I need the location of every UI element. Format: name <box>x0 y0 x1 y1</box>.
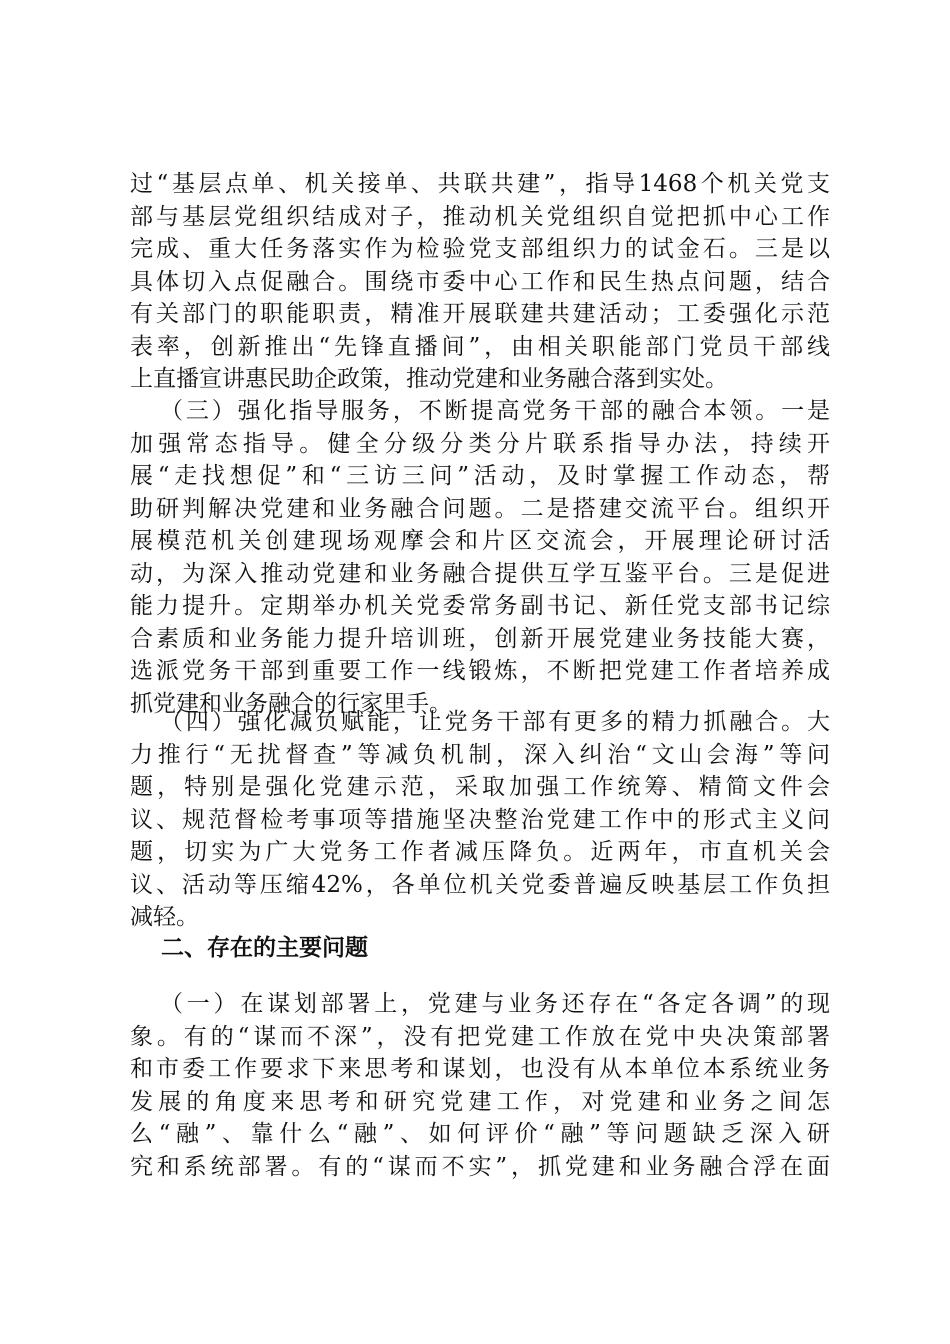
paragraph-2-line: 加强常态指导。健全分级分类分片联系指导办法，持续开 <box>130 430 830 457</box>
paragraph-1-line: 具体切入点促融合。围绕市委中心工作和民生热点问题，结合 <box>130 268 830 295</box>
paragraph-1-line: 有关部门的职能职责，精准开展联建共建活动；工委强化示范 <box>130 301 830 327</box>
paragraph-1-line: 表率，创新推出“先锋直播间”，由相关职能部门党员干部线 <box>130 333 830 360</box>
paragraph-1-line: 上直播宣讲惠民助企政策，推动党建和业务融合落到实处。 <box>130 366 728 392</box>
paragraph-1-line: 过“基层点单、机关接单、共联共建”，指导1468个机关党支 <box>130 171 830 197</box>
paragraph-3-line: （四）强化减负赋能，让党务干部有更多的精力抓融合。大 <box>160 709 830 735</box>
paragraph-2-line: 选派党务干部到重要工作一线锻炼，不断把党建工作者培养成 <box>130 658 830 684</box>
paragraph-3-line: 议、规范督检考事项等措施坚决整治党建工作中的形式主义问 <box>130 806 830 833</box>
paragraph-4-line: 究和系统部署。有的“谋而不实”，抓党建和业务融合浮在面 <box>130 1153 830 1180</box>
paragraph-2-line: 合素质和业务能力提升培训班，创新开展党建业务技能大赛， <box>130 625 830 652</box>
paragraph-3-line: 题，特别是强化党建示范，采取加强工作统筹、精简文件会 <box>130 774 830 800</box>
section-heading: 二、存在的主要问题 <box>161 935 368 961</box>
paragraph-3 <box>130 706 830 934</box>
paragraph-2-line: 展“走找想促”和“三访三问”活动，及时掌握工作动态，帮 <box>130 463 830 489</box>
paragraph-4-line: 发展的角度来思考和研究党建工作，对党建和业务之间怎 <box>130 1088 830 1115</box>
paragraph-4-line: 和市委工作要求下来思考和谋划，也没有从本单位本系统业务 <box>130 1056 830 1082</box>
paragraph-2-line: 动，为深入推动党建和业务融合提供互学互鉴平台。三是促进 <box>130 560 830 587</box>
paragraph-2-line: 展模范机关创建现场观摩会和片区交流会，开展理论研讨活 <box>130 528 830 554</box>
paragraph-1-line: 完成、重大任务落实作为检验党支部组织力的试金石。三是以 <box>130 236 830 262</box>
paragraph-4-line: 么“融”、靠什么“融”、如何评价“融”等问题缺乏深入研 <box>130 1121 830 1147</box>
paragraph-1-line: 部与基层党组织结成对子，推动机关党组织自觉把抓中心工作 <box>130 203 830 230</box>
paragraph-3-line: 力推行“无扰督查”等减负机制，深入纠治“文山会海”等问 <box>130 741 830 768</box>
paragraph-4-line: （一）在谋划部署上，党建与业务还存在“各定各调”的现 <box>160 991 830 1017</box>
paragraph-4 <box>130 988 830 1183</box>
paragraph-3-line: 题，切实为广大党务工作者减压降负。近两年，市直机关会 <box>130 839 830 865</box>
paragraph-3-line: 议、活动等压缩42%，各单位机关党委普遍反映基层工作负担 <box>130 871 830 898</box>
paragraph-2 <box>130 395 830 720</box>
paragraph-3-line: 减轻。 <box>130 904 199 930</box>
paragraph-2-line: 助研判解决党建和业务融合问题。二是搭建交流平台。组织开 <box>130 495 830 522</box>
paragraph-2-line: （三）强化指导服务，不断提高党务干部的融合本领。一是 <box>160 398 830 424</box>
paragraph-1 <box>130 168 830 396</box>
paragraph-2-line: 抓党建和业务融合的行家里手。 <box>130 690 452 717</box>
paragraph-2-line: 能力提升。定期举办机关党委常务副书记、新任党支部书记综 <box>130 593 830 619</box>
paragraph-4-line: 象。有的“谋而不深”，没有把党建工作放在党中央决策部署 <box>130 1023 830 1050</box>
